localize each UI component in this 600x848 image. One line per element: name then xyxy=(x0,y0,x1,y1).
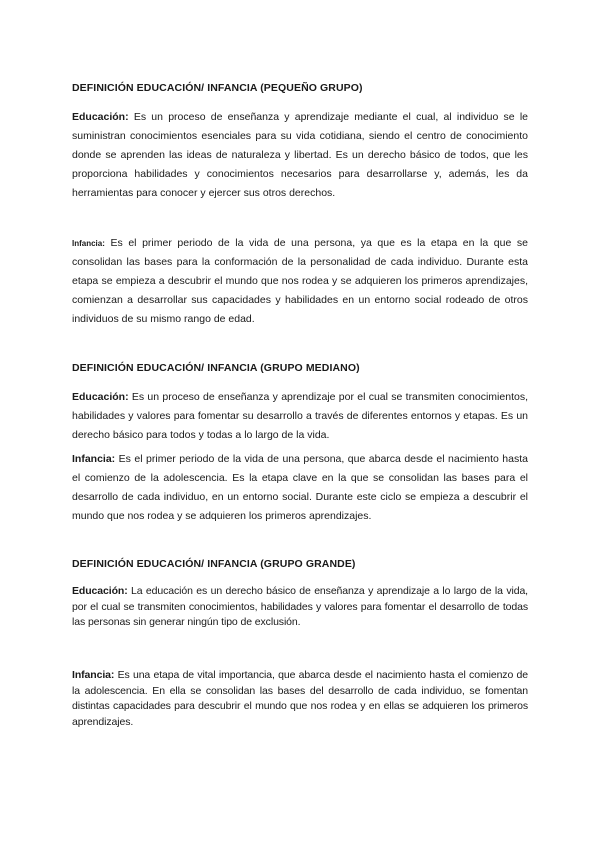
childhood-term: Infancia: xyxy=(72,453,116,465)
education-paragraph xyxy=(72,584,528,631)
section-heading: DEFINICIÓN EDUCACIÓN/ INFANCIA (GRUPO MEDIANO) xyxy=(72,362,360,374)
childhood-term: Infancia: xyxy=(72,669,115,681)
section-heading: DEFINICIÓN EDUCACIÓN/ INFANCIA (GRUPO GRANDE) xyxy=(72,558,356,570)
childhood-paragraph xyxy=(72,234,528,329)
education-term: Educación: xyxy=(72,111,129,123)
childhood-paragraph xyxy=(72,450,528,526)
section-small-group xyxy=(72,82,528,94)
education-text: La educación es un derecho básico de enseñanza y aprendizaje a lo largo de la vida, por el cual se transmiten conocimientos, habilidades y valores para fomentar el desarrollo de todas las personas sin generar ningún tipo de exclusión. xyxy=(72,585,528,628)
education-paragraph xyxy=(72,108,528,203)
childhood-paragraph xyxy=(72,668,528,730)
childhood-text: Es el primer periodo de la vida de una persona, ya que es la etapa en la que se consolidan las bases para la conformación de la personalidad de cada individuo. Durante esta etapa se empieza a descubrir el mundo que nos rodea y se adquieren los primeros aprendizajes, comienzan a desarrollar sus capacidades y habilidades en un entorno social rodeado de otros individuos de su mismo rango de edad. xyxy=(72,237,528,325)
education-term: Educación: xyxy=(72,391,129,403)
childhood-text: Es el primer periodo de la vida de una persona, que abarca desde el nacimiento hasta el comienzo de la adolescencia. Es la etapa clave en la que se consolidan las bases para el desarrollo de cada individuo, en un entorno social. Durante este ciclo se empieza a descubrir el mundo que nos rodea y se adquieren los primeros aprendizajes. xyxy=(72,453,528,522)
section-heading: DEFINICIÓN EDUCACIÓN/ INFANCIA (PEQUEÑO GRUPO) xyxy=(72,82,363,94)
section-medium-group xyxy=(72,362,528,374)
education-term: Educación: xyxy=(72,585,128,597)
childhood-text: Es una etapa de vital importancia, que abarca desde el nacimiento hasta el comienzo de la adolescencia. En ella se consolidan las bases del desarrollo de cada individuo, se fomentan distintas capacidades para descubrir el mundo que nos rodea y en ellas se adquieren los primeros aprendizajes. xyxy=(72,669,528,728)
section-large-group xyxy=(72,558,528,570)
education-text: Es un proceso de enseñanza y aprendizaje mediante el cual, al individuo se le suministran conocimientos esenciales para su vida cotidiana, siendo el centro de conocimiento donde se aprenden las ideas de naturaleza y libertad. Es un derecho básico de todos, que les proporciona habilidades y conocimientos necesarios para desarrollarse y, además, les da herramientas para conocer y ejercer sus otros derechos. xyxy=(72,111,529,199)
childhood-term: Infancia: xyxy=(72,239,105,248)
education-paragraph xyxy=(72,388,528,445)
education-text: Es un proceso de enseñanza y aprendizaje por el cual se transmiten conocimientos, habilidades y valores para fomentar su desarrollo a través de diferentes entornos y etapas. Es un derecho básico para todos y todas a lo largo de la vida. xyxy=(72,391,528,441)
